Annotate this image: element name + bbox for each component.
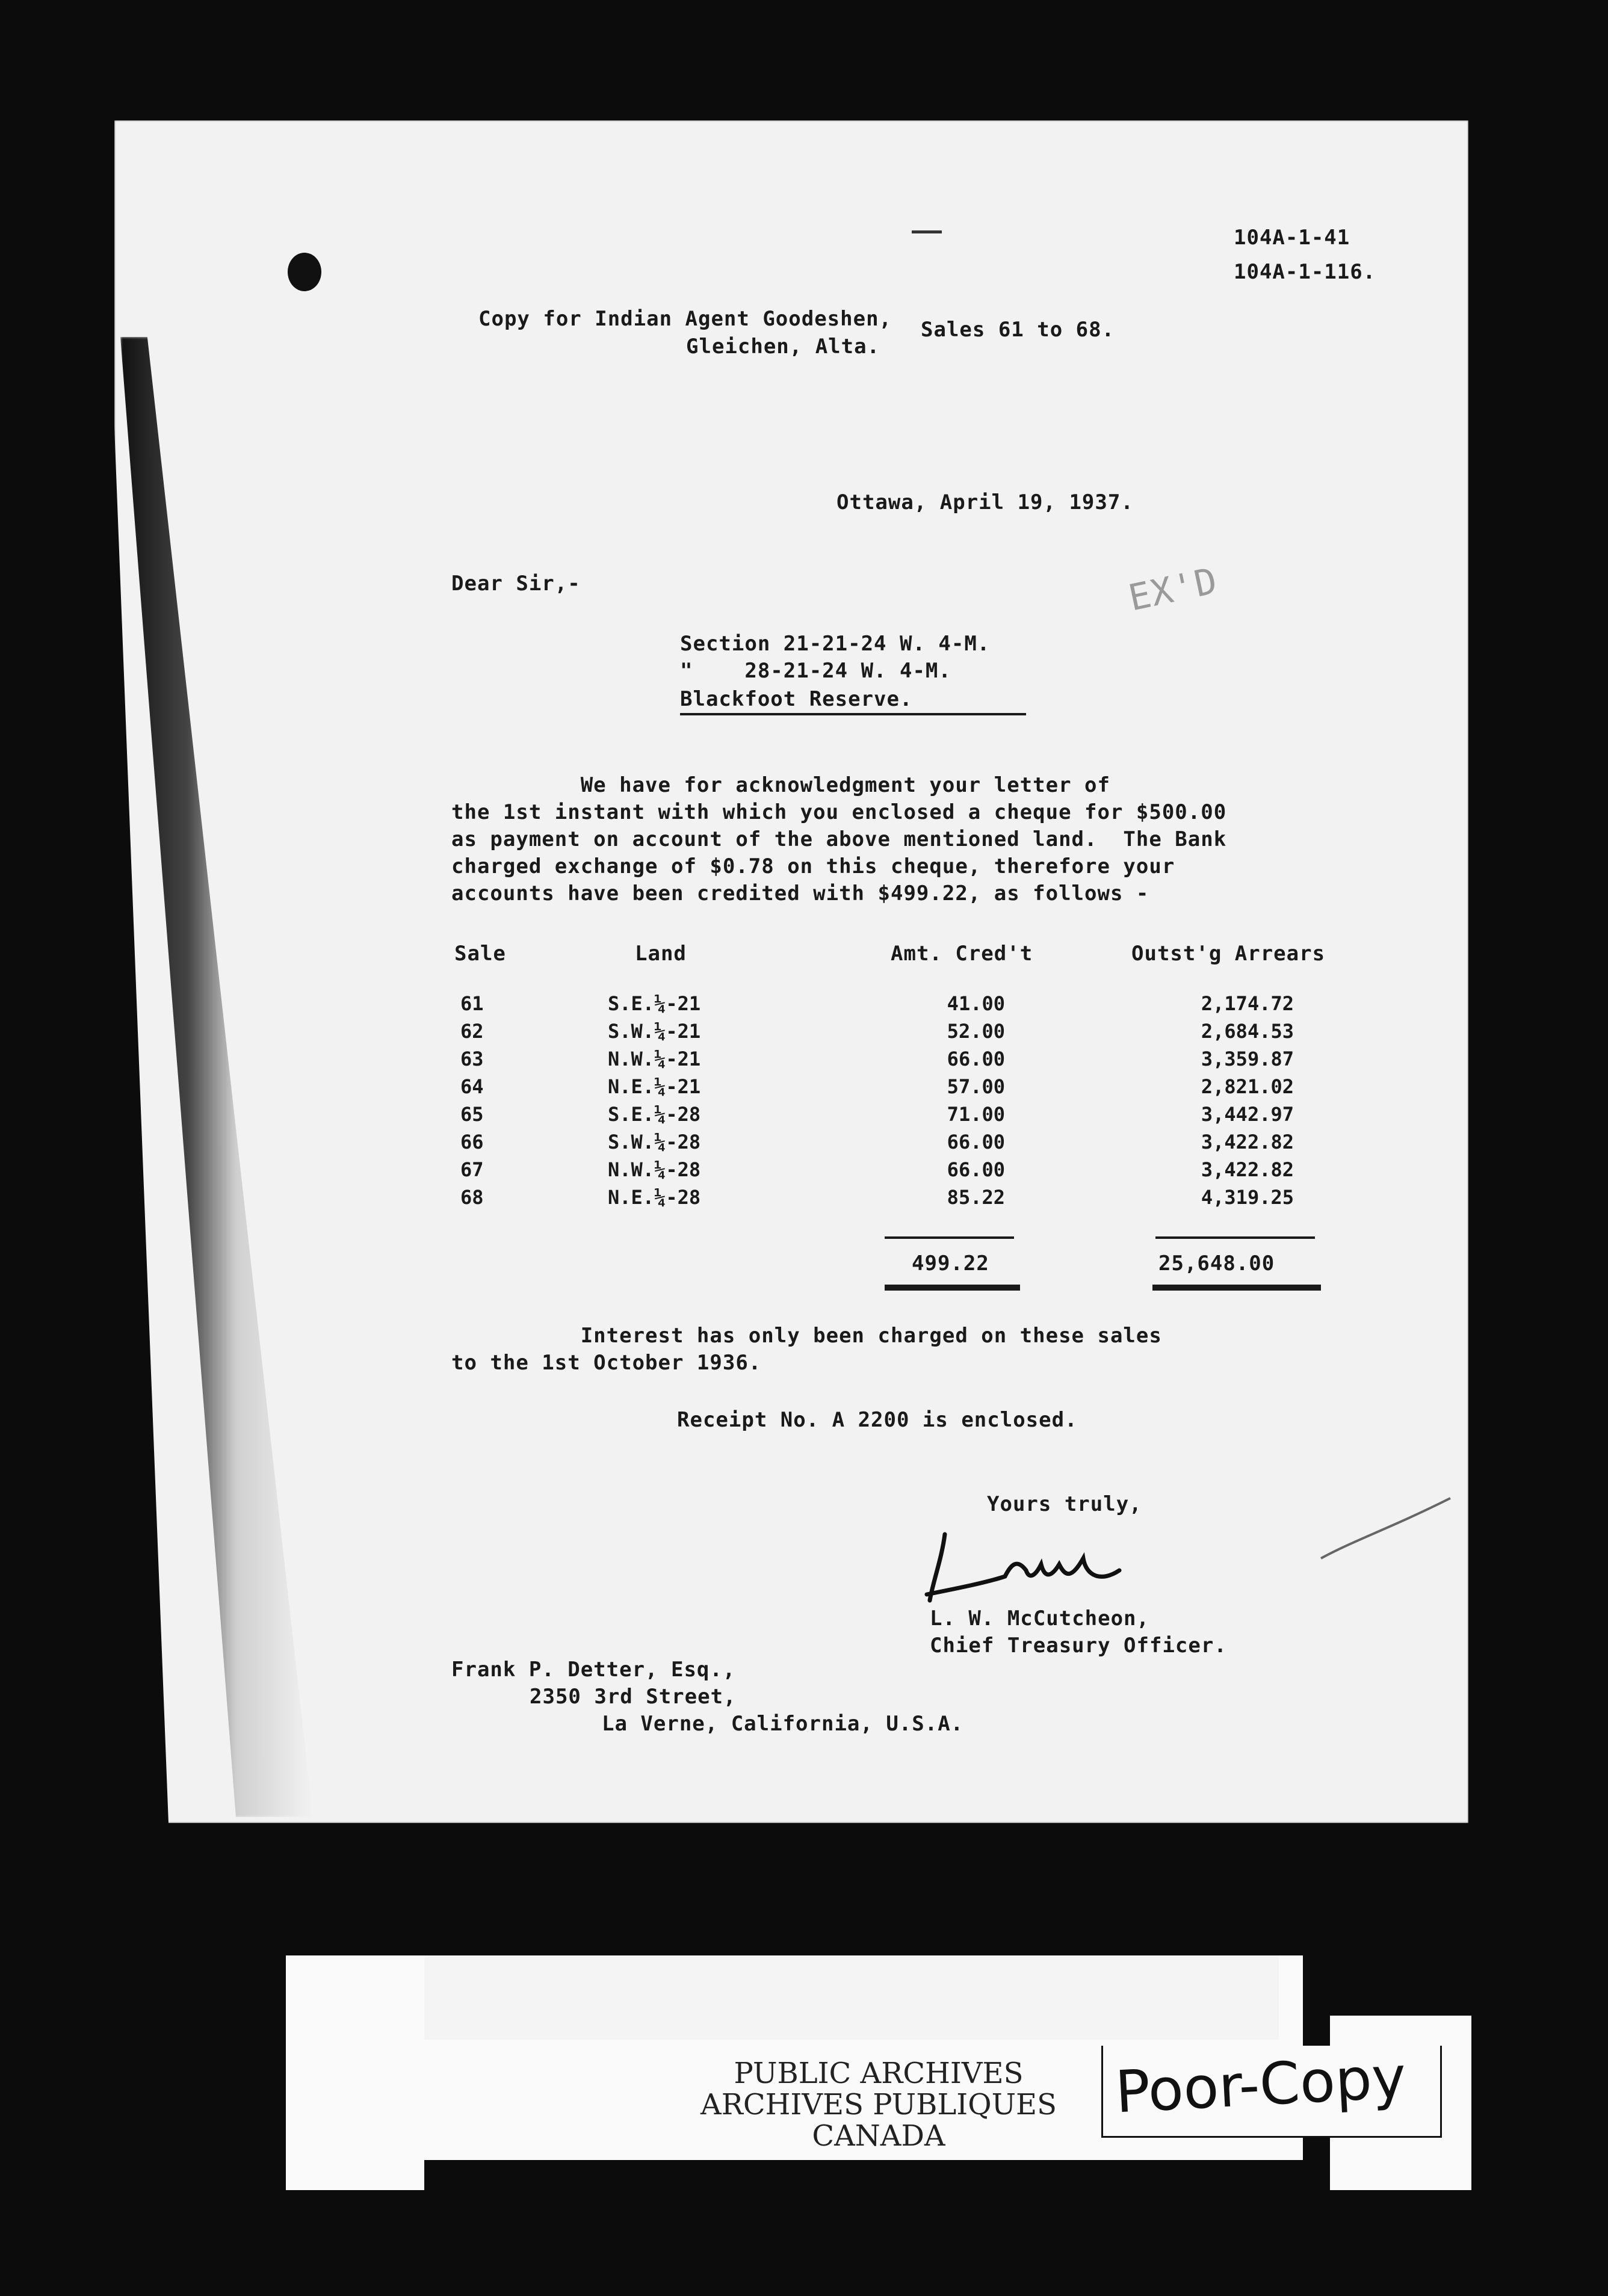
- table-cell-amount: 66.00: [947, 1048, 1005, 1070]
- table-cell-land: S.E.¼-28: [608, 1103, 701, 1126]
- amount-double-rule: [885, 1285, 1020, 1291]
- table-cell-sale: 66: [460, 1131, 484, 1153]
- punch-hole: [288, 253, 321, 291]
- interest-note-line1: Interest has only been charged on these sales: [451, 1324, 1162, 1348]
- header-dash: [912, 230, 942, 233]
- table-cell-arrears: 3,359.87: [1201, 1048, 1294, 1070]
- table-cell-land: S.W.¼-21: [608, 1020, 701, 1043]
- table-cell-arrears: 4,319.25: [1201, 1186, 1294, 1209]
- total-arrears: 25,648.00: [1158, 1251, 1275, 1276]
- table-cell-arrears: 3,442.97: [1201, 1103, 1294, 1126]
- table-cell-sale: 68: [460, 1186, 484, 1209]
- addressee-street: 2350 3rd Street,: [530, 1685, 737, 1709]
- interest-note-line2: to the 1st October 1936.: [451, 1351, 762, 1375]
- copy-note-sales: Sales 61 to 68.: [921, 318, 1115, 342]
- poor-copy-note: Poor-Copy: [1113, 2043, 1408, 2126]
- file-ref-1: 104A-1-41: [1234, 226, 1350, 250]
- table-header-sale: Sale: [454, 942, 506, 966]
- table-cell-amount: 71.00: [947, 1103, 1005, 1126]
- salutation: Dear Sir,-: [451, 572, 581, 596]
- subject-underline: [680, 713, 1026, 715]
- poor-copy-box: [1101, 2043, 1442, 2138]
- archive-card-header-strip: [424, 1955, 1279, 2040]
- table-cell-sale: 63: [460, 1048, 484, 1070]
- table-cell-sale: 67: [460, 1158, 484, 1181]
- table-cell-land: S.W.¼-28: [608, 1131, 701, 1153]
- table-cell-amount: 41.00: [947, 992, 1005, 1015]
- body-line-5: accounts have been credited with $499.22, as follows -: [451, 881, 1149, 906]
- table-cell-amount: 85.22: [947, 1186, 1005, 1209]
- table-cell-amount: 52.00: [947, 1020, 1005, 1043]
- table-header-land: Land: [635, 942, 687, 966]
- table-header-arrears: Outst'g Arrears: [1131, 942, 1326, 966]
- stamp-line-3: CANADA: [812, 2119, 945, 2153]
- subject-line1: Section 21-21-24 W. 4-M.: [680, 632, 991, 656]
- table-cell-land: N.W.¼-21: [608, 1048, 701, 1070]
- table-cell-arrears: 2,684.53: [1201, 1020, 1294, 1043]
- table-cell-arrears: 3,422.82: [1201, 1158, 1294, 1181]
- table-column-sale: [460, 990, 496, 1211]
- subject-line3: Blackfoot Reserve.: [680, 687, 913, 711]
- document-page: [114, 120, 1468, 1823]
- arrears-double-rule: [1152, 1285, 1321, 1291]
- table-cell-sale: 64: [460, 1075, 484, 1098]
- table-cell-land: S.E.¼-21: [608, 992, 701, 1015]
- signature-name: L. W. McCutcheon,: [930, 1606, 1149, 1631]
- table-column-arrears: [1131, 990, 1294, 1211]
- margin-mark: EX'D: [1125, 560, 1222, 620]
- table-header-amount: Amt. Cred't: [891, 942, 1033, 966]
- closing: Yours truly,: [987, 1492, 1142, 1516]
- total-amount: 499.22: [912, 1251, 989, 1276]
- addressee-city: La Verne, California, U.S.A.: [602, 1712, 964, 1736]
- table-cell-arrears: 2,821.02: [1201, 1075, 1294, 1098]
- handwritten-signature: [921, 1522, 1137, 1612]
- body-line-4: charged exchange of $0.78 on this cheque, therefore your: [451, 854, 1175, 878]
- body-line-2: the 1st instant with which you enclosed a cheque for $500.00: [451, 800, 1227, 824]
- table-cell-land: N.E.¼-21: [608, 1075, 701, 1098]
- table-column-amount: [897, 990, 1005, 1211]
- table-cell-land: N.E.¼-28: [608, 1186, 701, 1209]
- subject-line2: " 28-21-24 W. 4-M.: [680, 659, 951, 683]
- archives-stamp: [650, 2058, 1107, 2152]
- copy-note-line1: Copy for Indian Agent Goodeshen,: [478, 307, 892, 331]
- copy-note-line2: Gleichen, Alta.: [686, 335, 880, 359]
- amount-sum-rule: [885, 1236, 1014, 1239]
- archive-card-left-tab: [286, 2016, 424, 2190]
- receipt-note: Receipt No. A 2200 is enclosed.: [677, 1408, 1078, 1432]
- stamp-line-1: PUBLIC ARCHIVES: [734, 2057, 1024, 2090]
- addressee-name: Frank P. Detter, Esq.,: [451, 1658, 736, 1682]
- table-cell-amount: 66.00: [947, 1131, 1005, 1153]
- pen-scratch: [1318, 1492, 1456, 1564]
- table-cell-sale: 62: [460, 1020, 484, 1043]
- table-cell-sale: 65: [460, 1103, 484, 1126]
- table-cell-arrears: 2,174.72: [1201, 992, 1294, 1015]
- signature-title: Chief Treasury Officer.: [930, 1634, 1227, 1658]
- body-line-1: We have for acknowledgment your letter of: [451, 773, 1110, 797]
- table-cell-sale: 61: [460, 992, 484, 1015]
- arrears-sum-rule: [1155, 1236, 1315, 1239]
- stamp-line-2: ARCHIVES PUBLIQUES: [700, 2088, 1057, 2122]
- body-line-3: as payment on account of the above mentioned land. The Bank: [451, 827, 1227, 851]
- file-ref-2: 104A-1-116.: [1234, 260, 1376, 284]
- table-cell-land: N.W.¼-28: [608, 1158, 701, 1181]
- table-cell-amount: 57.00: [947, 1075, 1005, 1098]
- place-date: Ottawa, April 19, 1937.: [836, 490, 1134, 514]
- table-cell-arrears: 3,422.82: [1201, 1131, 1294, 1153]
- table-column-land: [608, 990, 740, 1211]
- table-cell-amount: 66.00: [947, 1158, 1005, 1181]
